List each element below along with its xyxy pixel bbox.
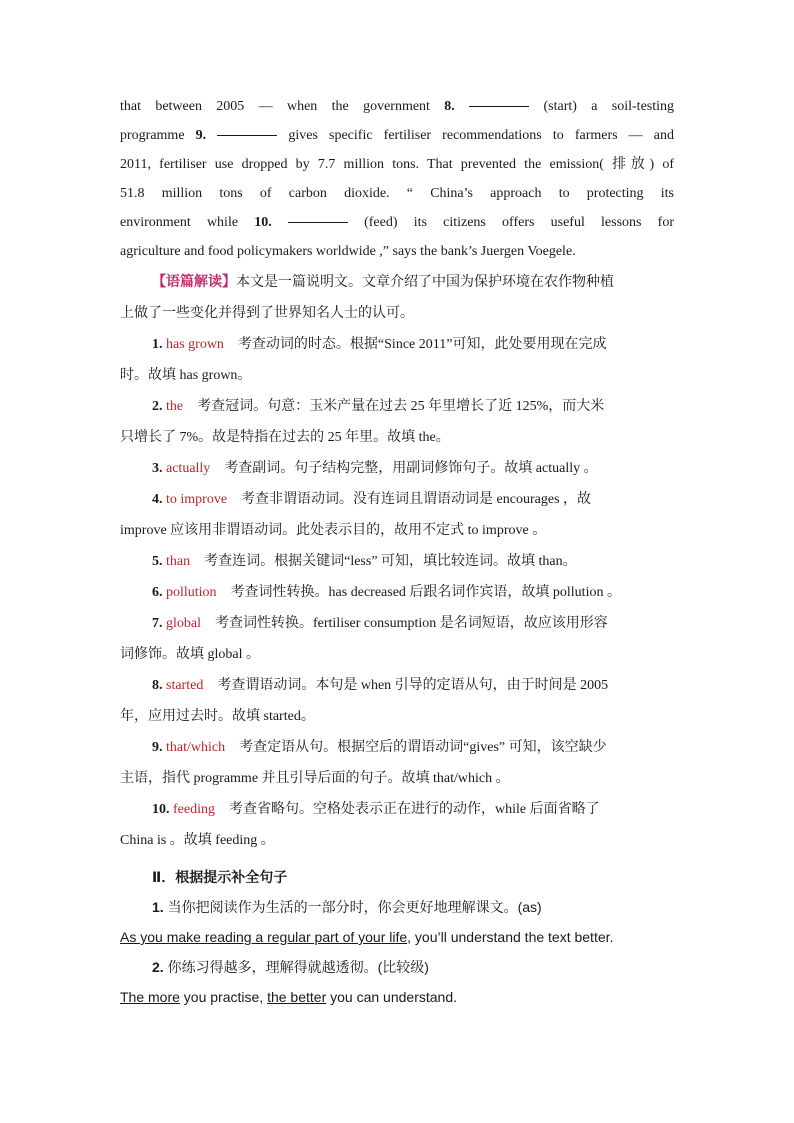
answer-item [120, 732, 674, 794]
passage-line [120, 150, 674, 179]
answer-explanation: 年，应用过去时。故填 started。 [120, 709, 315, 724]
answer-key: the [166, 399, 184, 414]
answer-item [120, 484, 674, 546]
analysis-title: 【语篇解读】 [152, 275, 236, 290]
answer-number: 8. [152, 678, 163, 693]
passage-text: gives specific fertiliser recommendations to farmers — and [288, 128, 674, 143]
answer-explanation: 只增长了 7%。故是特指在过去的 25 年里。故填 the。 [120, 430, 450, 445]
analysis-line [120, 267, 674, 298]
answer-explanation: 考查非谓语动词。没有连词且谓语动词是 encourages ，故 [241, 492, 592, 507]
answer-text: , you’ll understand the text better. [407, 929, 614, 945]
answer-number: 2. [152, 399, 163, 414]
answer-key: feeding [173, 802, 215, 817]
answer-explanation: 考查连词。根据关键词“less” 可知，填比较连词。故填 than。 [204, 554, 577, 569]
answer-text: you can understand. [326, 989, 457, 1005]
answer-underlined: the better [267, 989, 327, 1005]
answer-number: 10. [152, 802, 170, 817]
answer-explanation: China is 。故填 feeding 。 [120, 833, 275, 848]
answer-item [120, 453, 674, 484]
part2-heading [120, 862, 674, 892]
answer-key: than [166, 554, 191, 569]
blank-9[interactable] [217, 134, 277, 136]
answer-explanation: 时。故填 has grown。 [120, 368, 252, 383]
question-number-9: 9. [195, 128, 207, 143]
answer-key: has grown [166, 337, 224, 352]
answer-number: 1. [152, 337, 163, 352]
answer-key: that/which [166, 740, 226, 755]
discourse-analysis [120, 267, 674, 329]
answer-list [120, 329, 674, 856]
answer-number: 5. [152, 554, 163, 569]
passage-line [120, 179, 674, 208]
answer-item [120, 670, 674, 732]
blank-8[interactable] [469, 105, 529, 107]
passage-text: that between 2005 — when the government [120, 99, 430, 114]
heading-text: Ⅱ．根据提示补全句子 [152, 869, 288, 885]
passage-text: (feed) its citizens offers useful lessons for [364, 215, 674, 230]
answer-key: started [166, 678, 204, 693]
answer-underlined: The more [120, 989, 180, 1005]
blank-10[interactable] [288, 221, 348, 223]
analysis-text: 上做了一些变化并得到了世界知名人士的认可。 [120, 306, 414, 321]
question-number-10: 10. [254, 215, 272, 230]
question-prompt: 当你把阅读作为生活的一部分时，你会更好地理解课文。(as) [167, 899, 542, 915]
passage-text: (start) a soil-testing [543, 99, 675, 114]
answer-2 [120, 982, 674, 1012]
answer-number: 7. [152, 616, 163, 631]
answer-explanation: 考查冠词。句意：玉米产量在过去 25 年里增长了近 125%，而大米 [197, 399, 605, 414]
passage-text: 2011, fertiliser use dropped by 7.7 million tons. That prevented the emission( 排放) of [120, 157, 674, 172]
answer-item [120, 391, 674, 453]
passage [120, 92, 674, 266]
passage-line [120, 92, 674, 121]
answer-explanation: 考查谓语动词。本句是 when 引导的定语从句，由于时间是 2005 [217, 678, 609, 693]
answer-key: global [166, 616, 201, 631]
answer-explanation: 考查词性转换。has decreased 后跟名词作宾语，故填 pollution 。 [230, 585, 621, 600]
answer-explanation: improve 应该用非谓语动词。此处表示目的，故用不定式 to improve 。 [120, 523, 547, 538]
answer-explanation: 考查定语从句。根据空后的谓语动词“gives” 可知，该空缺少 [239, 740, 607, 755]
question-2 [120, 952, 674, 982]
answer-explanation: 考查词性转换。fertiliser consumption 是名词短语，故应该用形容 [215, 616, 608, 631]
question-prompt: 你练习得越多，理解得就越透彻。(比较级) [167, 959, 429, 975]
question-number-8: 8. [444, 99, 455, 114]
answer-item [120, 794, 674, 856]
question-1 [120, 892, 674, 922]
question-number: 1. [152, 899, 164, 915]
answer-key: pollution [166, 585, 217, 600]
analysis-line [120, 298, 674, 329]
answer-item [120, 577, 674, 608]
answer-explanation: 主语，指代 programme 并且引导后面的句子。故填 that/which 。 [120, 771, 510, 786]
answer-number: 4. [152, 492, 163, 507]
answer-explanation: 考查省略句。空格处表示正在进行的动作，while 后面省略了 [228, 802, 600, 817]
answer-number: 9. [152, 740, 163, 755]
passage-text: environment while [120, 215, 239, 230]
document-page [120, 92, 674, 1012]
answer-number: 3. [152, 461, 163, 476]
answer-item [120, 329, 674, 391]
passage-text: programme [120, 128, 185, 143]
passage-text: 51.8 million tons of carbon dioxide. “ China’s approach to protecting its [120, 186, 674, 201]
answer-number: 6. [152, 585, 163, 600]
passage-text: agriculture and food policymakers worldwide ,” says the bank’s Juergen Voegele. [120, 244, 576, 259]
passage-line [120, 237, 674, 266]
answer-item [120, 546, 674, 577]
passage-line [120, 208, 674, 237]
answer-key: actually [166, 461, 211, 476]
answer-item [120, 608, 674, 670]
passage-line [120, 121, 674, 150]
answer-underlined: As you make reading a regular part of your life [120, 929, 408, 945]
answer-explanation: 考查动词的时态。根据“Since 2011”可知，此处要用现在完成 [237, 337, 607, 352]
answer-explanation: 考查副词。句子结构完整，用副词修饰句子。故填 actually 。 [224, 461, 598, 476]
answer-text: you practise, [179, 989, 268, 1005]
answer-key: to improve [166, 492, 228, 507]
part-two [120, 862, 674, 1012]
answer-explanation: 词修饰。故填 global 。 [120, 647, 260, 662]
analysis-text: 本文是一篇说明文。文章介绍了中国为保护环境在农作物种植 [236, 275, 614, 290]
answer-1 [120, 922, 674, 952]
question-number: 2. [152, 959, 164, 975]
